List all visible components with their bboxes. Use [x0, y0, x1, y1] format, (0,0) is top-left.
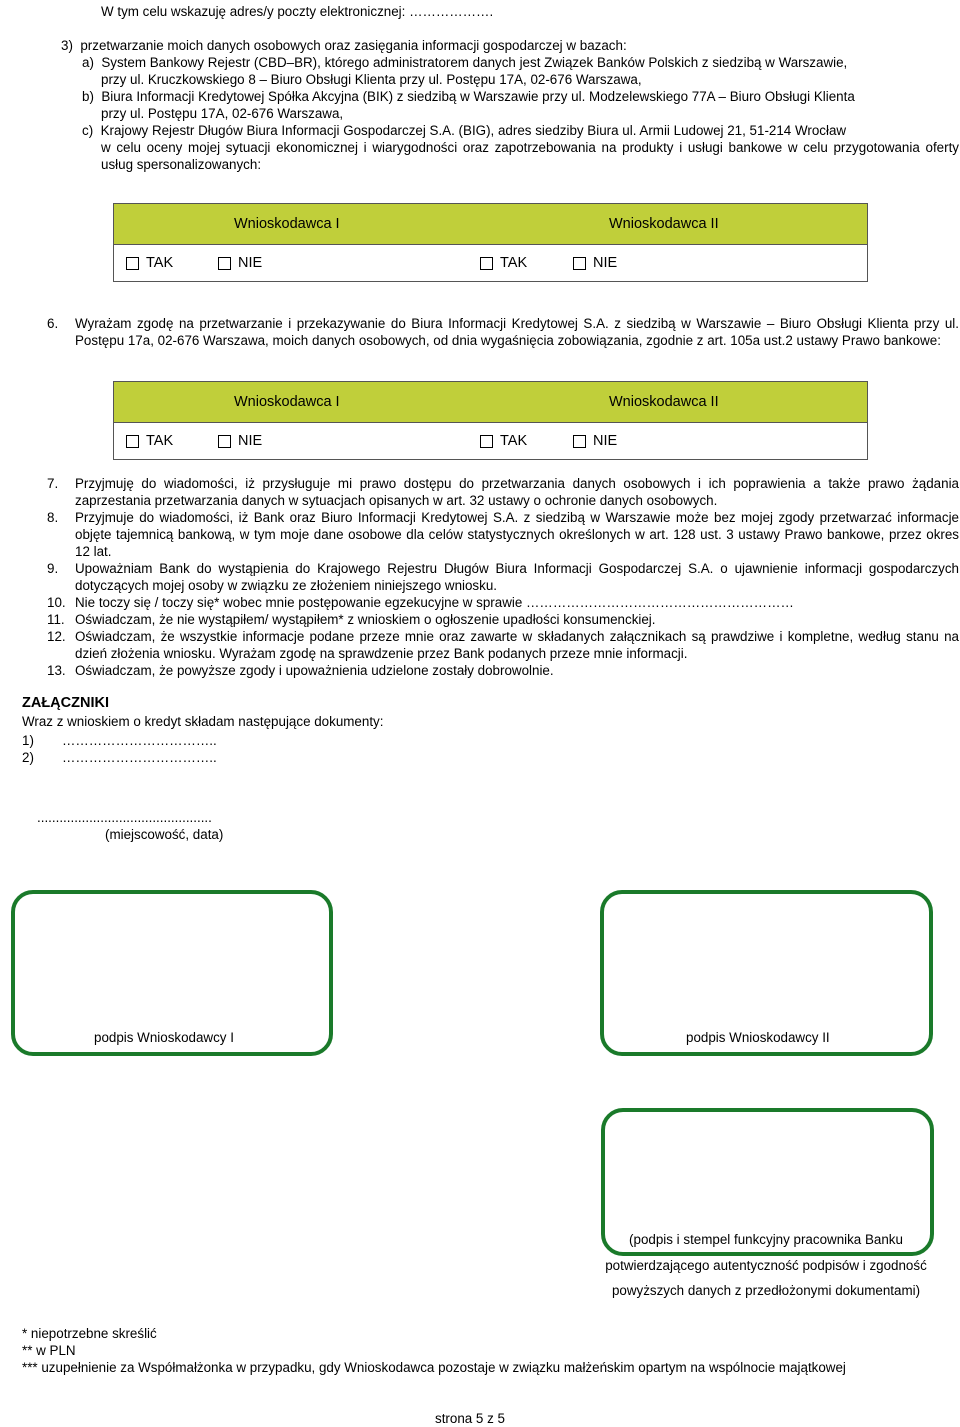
attachment1-field[interactable]: ……………………………..	[62, 733, 217, 748]
page-number: strona 5 z 5	[435, 1411, 505, 1426]
applicant1-yes-option[interactable]: TAK	[126, 433, 173, 450]
applicant2-header: Wnioskodawca II	[609, 216, 719, 232]
item9-text: Upoważniam Bank do wystąpienia do Krajowego Rejestru Długów Biura Informacji Gospodarczej S.A. o ujawnienie informacji gospodarczych dotyczących mojej osoby w związku ze złożeniem niniejszego wniosku.	[75, 561, 959, 593]
attachments-heading: ZAŁĄCZNIKI	[22, 695, 109, 711]
applicant1-no-option[interactable]: NIE	[218, 255, 262, 272]
checkbox-icon[interactable]	[573, 435, 586, 448]
employee-label-line1: (podpis i stempel funkcyjny pracownika Banku	[629, 1232, 903, 1247]
attachment2-number: 2)	[22, 750, 34, 765]
applicant2-yes-option[interactable]: TAK	[480, 433, 527, 450]
consent-table-2-header	[114, 382, 867, 423]
consent-table-2	[113, 381, 868, 460]
signature-label-applicant2: podpis Wnioskodawcy II	[686, 1030, 830, 1045]
applicant1-header: Wnioskodawca I	[234, 216, 340, 232]
applicant2-no-option[interactable]: NIE	[573, 255, 617, 272]
item7-text: Przyjmuję do wiadomości, iż przysługuje mi prawo dostępu do przetwarzania danych osobowych i ich poprawienia a także prawo żądania zaprzestania przetwarzania danych w sytuacjach opisanych w art. 32 ustawy o ochronie danych osobowych.	[75, 476, 959, 508]
checkbox-icon[interactable]	[126, 257, 139, 270]
applicant1-header: Wnioskodawca I	[234, 394, 340, 410]
applicant2-header: Wnioskodawca II	[609, 394, 719, 410]
attachments-intro: Wraz z wnioskiem o kredyt składam następujące dokumenty:	[22, 714, 384, 729]
consent-table-1-options	[114, 245, 867, 281]
applicant2-no-option[interactable]: NIE	[573, 433, 617, 450]
item10-text: Nie toczy się / toczy się* wobec mnie postępowanie egzekucyjne w sprawie ……………………………………………………	[75, 595, 794, 610]
email-instruction: W tym celu wskazuję adres/y poczty elektronicznej: ……………….	[101, 4, 494, 19]
footnote-2: ** w PLN	[22, 1343, 76, 1358]
applicant1-yes-option[interactable]: TAK	[126, 255, 173, 272]
item11-number: 11.	[47, 612, 65, 627]
item11-text: Oświadczam, że nie wystąpiłem/ wystąpiłem* z wnioskiem o ogłoszenie upadłości konsumenckiej.	[75, 612, 656, 627]
footnote-1: * niepotrzebne skreślić	[22, 1326, 157, 1341]
item3-heading: 3) przetwarzanie moich danych osobowych oraz zasięgania informacji gospodarczej w bazach:	[61, 38, 627, 53]
signature-label-applicant1: podpis Wnioskodawcy I	[94, 1030, 234, 1045]
employee-label-line2: potwierdzającego autentyczność podpisów i zgodność	[605, 1258, 927, 1273]
item13-number: 13.	[47, 663, 66, 678]
item3b-line1: b) Biura Informacji Kredytowej Spółka Akcyjna (BIK) z siedzibą w Warszawie przy ul. Modzelewskiego 77A – Biuro Obsługi Klienta	[82, 89, 855, 104]
item7-number: 7.	[47, 476, 59, 491]
footnote-3: *** uzupełnienie za Współmałżonka w przypadku, gdy Wnioskodawca pozostaje w związku małżeńskim opartym na wspólnocie majątkowej	[22, 1360, 846, 1375]
item6-text: Wyrażam zgodę na przetwarzanie i przekazywanie do Biura Informacji Kredytowej S.A. z siedzibą w Warszawie – Biuro Obsługi Klienta przy ul. Postępu 17a, 02-676 Warszawa, moich danych osobowych, od dnia wygaśnięcia zobowiązania, zgodnie z art. 105a ust.2 ustawy Prawo bankowe:	[75, 316, 959, 348]
item3b-line2: przy ul. Postępu 17A, 02-676 Warszawa,	[101, 106, 344, 121]
item3-purpose: w celu oceny mojej sytuacji ekonomicznej i wiarygodności oraz zapotrzebowania na produkty i usługi bankowe w celu przygotowania oferty usług spersonalizowanych:	[101, 140, 959, 172]
item13-text: Oświadczam, że powyższe zgody i upoważnienia udzielone zostały dobrowolnie.	[75, 663, 554, 678]
employee-label-line3: powyższych danych z przedłożonymi dokumentami)	[611, 1283, 921, 1298]
item3a-line1: a) System Bankowy Rejestr (CBD–BR), którego administratorem danych jest Związek Banków Polskich z siedzibą w Warszawie,	[82, 55, 848, 70]
attachment2-field[interactable]: ……………………………..	[62, 750, 217, 765]
item8-number: 8.	[47, 510, 59, 525]
place-date-field[interactable]: ...............................................	[37, 810, 212, 825]
item3c-line1: c) Krajowy Rejestr Długów Biura Informacji Gospodarczej S.A. (BIG), adres siedziby Biura ul. Armii Ludowej 21, 51-214 Wrocław	[82, 123, 847, 138]
item9-number: 9.	[47, 561, 59, 576]
consent-table-2-options	[114, 423, 867, 459]
attachment1-number: 1)	[22, 733, 34, 748]
consent-table-1	[113, 203, 868, 282]
applicant2-yes-option[interactable]: TAK	[480, 255, 527, 272]
checkbox-icon[interactable]	[480, 435, 493, 448]
checkbox-icon[interactable]	[573, 257, 586, 270]
checkbox-icon[interactable]	[218, 257, 231, 270]
applicant1-no-option[interactable]: NIE	[218, 433, 262, 450]
item8-text: Przyjmuje do wiadomości, iż Bank oraz Biuro Informacji Kredytowej S.A. z siedzibą w Warszawie może bez mojej zgody przetwarzać informacje objęte tajemnicą bankową, w tym moje dane osobowe dla celów statystycznych określonych w art. 128 ust. 3 ustawy Prawo bankowe, przez okres 12 lat.	[75, 510, 959, 559]
place-date-label: (miejscowość, data)	[105, 827, 224, 842]
checkbox-icon[interactable]	[480, 257, 493, 270]
item12-text: Oświadczam, że wszystkie informacje podane przeze mnie oraz zawarte w składanych załącznikach są prawdziwe i kompletne, według stanu na dzień złożenia wniosku. Wyrażam zgodę na sprawdzenie przez Bank podanych przeze mnie informacji.	[75, 629, 959, 661]
item10-number: 10.	[47, 595, 66, 610]
checkbox-icon[interactable]	[126, 435, 139, 448]
item3a-line2: przy ul. Kruczkowskiego 8 – Biuro Obsługi Klienta przy ul. Postępu 17A, 02-676 Warszawa,	[101, 72, 642, 87]
item6-number: 6.	[47, 316, 59, 331]
checkbox-icon[interactable]	[218, 435, 231, 448]
item12-number: 12.	[47, 629, 66, 644]
consent-table-1-header	[114, 204, 867, 245]
